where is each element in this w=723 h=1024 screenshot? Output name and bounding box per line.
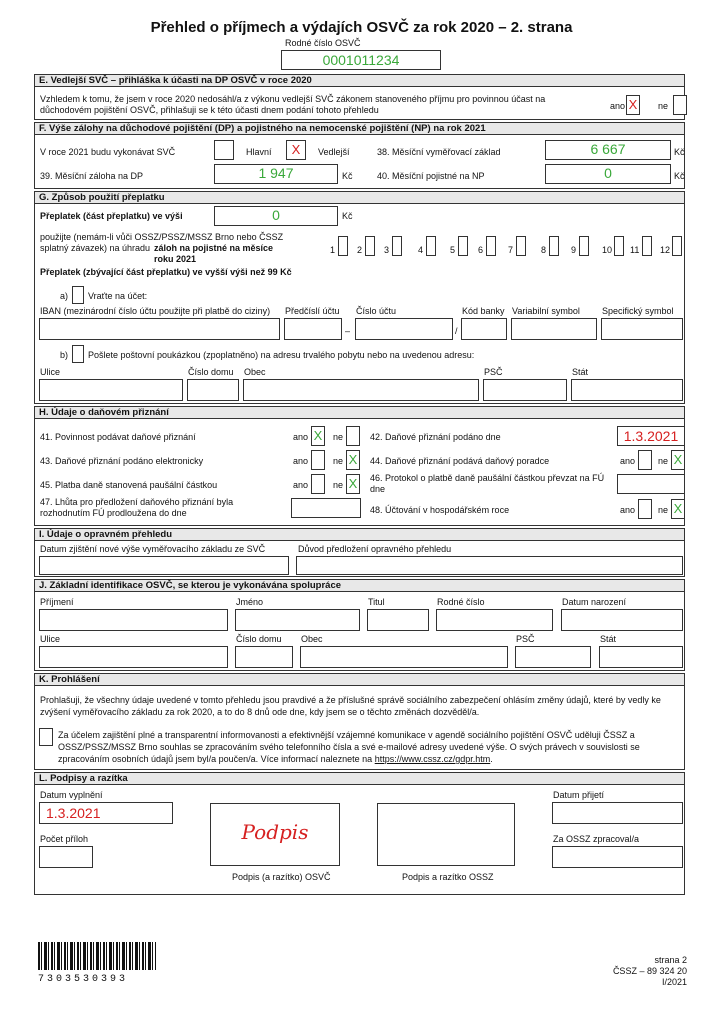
h-41-ano-label: ano	[293, 432, 309, 442]
i-duvod-field[interactable]	[296, 556, 683, 575]
i-duvod-label: Důvod předložení opravného přehledu	[298, 544, 452, 554]
h-45-ne-label: ne	[333, 480, 344, 490]
l-pp-field[interactable]	[39, 846, 93, 868]
h-48-label: 48. Účtování v hospodářském roce	[370, 505, 510, 515]
j-rc-label: Rodné číslo	[437, 597, 485, 607]
f-hlavni-checkbox[interactable]	[214, 140, 234, 160]
h-41-ne-label: ne	[333, 432, 344, 442]
f-40-kc: Kč	[674, 171, 685, 181]
g-predcisli-field[interactable]	[284, 318, 342, 340]
g-b-label: b)	[60, 350, 69, 360]
k-text1: Prohlašuji, že všechny údaje uvedené v tomto přehledu jsou pravdivé a že příslušné správě sociálního zabezpečení ohlásím změny údajů, které by vedly ke zvýšení vyměřovacího základu za rok 2020, a to do 8 dnů ode dne, kdy jsem se o těchto změnách dozvěděl/a.	[40, 695, 661, 717]
h-48-ano-checkbox[interactable]	[638, 499, 652, 519]
g-month-checkbox[interactable]	[516, 236, 526, 256]
h-44-ne-label: ne	[658, 456, 669, 466]
section-j-title: J. Základní identifikace OSVČ, se kterou je vykonávána spolupráce	[34, 579, 685, 592]
g-ss-field[interactable]	[601, 318, 683, 340]
g-use-text2: splatný závazek) na úhradu	[40, 243, 151, 253]
h-48-ne-label: ne	[658, 505, 669, 515]
g-month-label: 5	[450, 245, 456, 255]
l-dp-label: Datum přijetí	[553, 790, 605, 800]
g-vs-field[interactable]	[511, 318, 597, 340]
h-45-ne-checkbox[interactable]	[346, 474, 360, 494]
j-psc-label: PSČ	[516, 634, 535, 644]
j-rc-field[interactable]	[436, 609, 553, 631]
g-predcisli-label: Předčíslí účtu	[285, 306, 340, 316]
g-kod-field[interactable]	[461, 318, 507, 340]
section-l-title: L. Podpisy a razítka	[34, 772, 685, 785]
section-g-title: G. Způsob použití přeplatku	[34, 191, 685, 204]
g-obec-label: Obec	[244, 367, 266, 377]
h-47-field[interactable]	[291, 498, 361, 518]
g-month-checkbox[interactable]	[672, 236, 682, 256]
l-sig-ossz-label: Podpis a razítko OSSZ	[402, 872, 494, 882]
l-pp-label: Počet příloh	[40, 834, 89, 844]
h-46-label: 46. Protokol o platbě daně paušální částkou převzat na FÚ dne	[370, 473, 605, 494]
h-41-label: 41. Povinnost podávat daňové přiznání	[40, 432, 196, 442]
g-month-checkbox[interactable]	[642, 236, 652, 256]
g-a-checkbox[interactable]	[72, 286, 84, 304]
f-39-label: 39. Měsíční záloha na DP	[40, 171, 144, 181]
g-month-checkbox[interactable]	[392, 236, 402, 256]
g-preplatek-label: Přeplatek (část přeplatku) ve výši	[40, 211, 183, 221]
section-e-title: E. Vedlejší SVČ – přihláška k účasti na DP OSVČ v roce 2020	[34, 74, 685, 87]
g-a-label: a)	[60, 291, 69, 301]
rc-label: Rodné číslo OSVČ	[285, 38, 361, 48]
h-44-ne-mark: X	[673, 452, 683, 467]
g-cislo-label: Číslo účtu	[356, 306, 397, 316]
l-zpr-field[interactable]	[552, 846, 683, 868]
g-iban-field[interactable]	[39, 318, 280, 340]
k-text2	[58, 729, 684, 765]
j-prijmeni-field[interactable]	[39, 609, 228, 631]
g-vs-label: Variabilní symbol	[512, 306, 580, 316]
k-gdpr-link[interactable]: https://www.cssz.cz/gdpr.htm	[374, 754, 491, 764]
l-sig-osvc-label: Podpis (a razítko) OSVČ	[232, 872, 331, 882]
h-43-ne-checkbox[interactable]	[346, 450, 360, 470]
g-month-label: 3	[384, 245, 390, 255]
h-41-ano-mark: X	[313, 428, 323, 443]
g-iban-label: IBAN (mezinárodní číslo účtu použijte při platbě do ciziny)	[40, 306, 271, 316]
k-dot: .	[490, 754, 493, 764]
g-month-label: 6	[478, 245, 484, 255]
h-43-ano-checkbox[interactable]	[311, 450, 325, 470]
g-month-label: 8	[541, 245, 547, 255]
h-44-ano-checkbox[interactable]	[638, 450, 652, 470]
g-preplatek-field[interactable]: 0	[214, 206, 338, 226]
h-44-label: 44. Daňové přiznání podává daňový poradce	[370, 456, 550, 466]
h-45-ano-checkbox[interactable]	[311, 474, 325, 494]
f-vedlejsi-label: Vedlejší	[318, 147, 350, 157]
j-ulice-label: Ulice	[40, 634, 61, 644]
footer-code: ČSSZ – 89 324 20	[612, 966, 687, 976]
g-month-checkbox[interactable]	[579, 236, 589, 256]
e-ne-checkbox[interactable]	[673, 95, 687, 115]
f-line1-label: V roce 2021 budu vykonávat SVČ	[40, 147, 176, 157]
h-42-field[interactable]: 1.3.2021	[617, 426, 685, 446]
g-psc-field[interactable]	[483, 379, 567, 401]
g-month-checkbox[interactable]	[614, 236, 624, 256]
section-h-title: H. Údaje o daňovém přiznání	[34, 406, 685, 419]
f-hlavni-label: Hlavní	[246, 147, 272, 157]
section-i-title: I. Údaje o opravném přehledu	[34, 528, 685, 541]
g-month-label: 2	[357, 245, 363, 255]
h-41-ano-checkbox[interactable]	[311, 426, 325, 446]
i-datum-field[interactable]	[39, 556, 289, 575]
g-month-checkbox[interactable]	[338, 236, 348, 256]
h-41-ne-checkbox[interactable]	[346, 426, 360, 446]
f-vedlejsi-checkbox[interactable]	[286, 140, 306, 160]
g-a-text: Vraťte na účet:	[88, 291, 148, 301]
g-month-checkbox[interactable]	[549, 236, 559, 256]
h-43-ano-label: ano	[293, 456, 309, 466]
g-cdomu-label: Číslo domu	[188, 367, 234, 377]
g-cdomu-field[interactable]	[187, 379, 239, 401]
h-44-ano-label: ano	[620, 456, 636, 466]
g-cislo-field[interactable]	[355, 318, 453, 340]
page-title: Přehled o příjmech a výdajích OSVČ za rok 2020 – 2. strana	[150, 19, 573, 36]
g-month-label: 10	[602, 245, 613, 255]
g-month-label: 11	[630, 245, 640, 255]
h-48-ne-mark: X	[673, 501, 683, 516]
j-obec-field[interactable]	[300, 646, 508, 668]
l-dv-field[interactable]: 1.3.2021	[39, 802, 173, 824]
g-b-text: Pošlete poštovní poukázkou (zpoplatněno) na adresu trvalého pobytu nebo na uvedenou adresu:	[88, 350, 475, 360]
h-48-ne-checkbox[interactable]	[671, 499, 685, 519]
h-43-ne-label: ne	[333, 456, 344, 466]
j-prijmeni-label: Příjmení	[40, 597, 74, 607]
j-cdomu-field[interactable]	[235, 646, 293, 668]
g-stat-field[interactable]	[571, 379, 683, 401]
f-39-kc: Kč	[342, 171, 353, 181]
g-month-checkbox[interactable]	[365, 236, 375, 256]
j-ulice-field[interactable]	[39, 646, 228, 668]
l-signature: Podpis	[241, 820, 309, 844]
f-40-label: 40. Měsíční pojistné na NP	[377, 171, 485, 181]
g-use-bold: záloh na pojistné na měsíce roku 2021	[154, 243, 274, 264]
g-month-label: 9	[571, 245, 577, 255]
e-ano-label: ano	[610, 101, 626, 111]
h-43-ne-mark: X	[348, 452, 358, 467]
l-dp-field[interactable]	[552, 802, 683, 824]
g-kod-label: Kód banky	[462, 306, 505, 316]
j-obec-label: Obec	[301, 634, 323, 644]
j-stat-label: Stát	[600, 634, 617, 644]
f-39-field[interactable]: 1 947	[214, 164, 338, 184]
f-vedlejsi-mark: X	[291, 142, 301, 157]
h-47-label: 47. Lhůta pro předložení daňového přiznání byla rozhodnutím FÚ prodloužena do dne	[40, 497, 234, 518]
f-38-kc: Kč	[674, 147, 685, 157]
g-over99: Přeplatek (zbývající část přeplatku) ve vyšší výši než 99 Kč	[40, 267, 292, 277]
section-k-title: K. Prohlášení	[34, 673, 685, 686]
g-month-label: 4	[418, 245, 424, 255]
g-preplatek-kc: Kč	[342, 211, 353, 221]
g-month-checkbox[interactable]	[458, 236, 468, 256]
f-38-label: 38. Měsíční vyměřovací základ	[377, 147, 501, 157]
g-obec-field[interactable]	[243, 379, 479, 401]
h-48-ano-label: ano	[620, 505, 636, 515]
h-43-label: 43. Daňové přiznání podáno elektronicky	[40, 456, 204, 466]
j-jmeno-field[interactable]	[235, 609, 360, 631]
h-45-ano-label: ano	[293, 480, 309, 490]
g-ulice-field[interactable]	[39, 379, 183, 401]
h-44-ne-checkbox[interactable]	[671, 450, 685, 470]
h-45-label: 45. Platba daně stanovená paušální částkou	[40, 480, 218, 490]
g-month-label: 1	[330, 245, 336, 255]
footer-ver: I/2021	[661, 977, 687, 987]
g-dash: –	[345, 326, 351, 336]
i-datum-label: Datum zjištění nové výše vyměřovacího základu ze SVČ	[40, 544, 266, 554]
f-38-field[interactable]: 6 667	[545, 140, 671, 160]
e-ne-label: ne	[658, 101, 669, 111]
g-month-label: 7	[508, 245, 514, 255]
f-40-field[interactable]: 0	[545, 164, 671, 184]
g-ulice-label: Ulice	[40, 367, 61, 377]
barcode	[38, 942, 156, 970]
j-cdomu-label: Číslo domu	[236, 634, 282, 644]
l-sig-ossz-box[interactable]	[377, 803, 515, 866]
k-consent-checkbox[interactable]	[39, 728, 53, 746]
g-use-text1: použijte (nemám-li vůči OSSZ/PSSZ/MSSZ Brno nebo ČSSZ	[40, 232, 284, 242]
j-titul-field[interactable]	[367, 609, 429, 631]
j-jmeno-label: Jméno	[236, 597, 264, 607]
rc-field[interactable]: 0001011234	[281, 50, 441, 70]
l-dv-label: Datum vyplnění	[40, 790, 103, 800]
h-46-field[interactable]	[617, 474, 685, 494]
section-f-title: F. Výše zálohy na důchodové pojištění (DP) a pojistného na nemocenské pojištění (NP) na rok 2021	[34, 122, 685, 135]
g-psc-label: PSČ	[484, 367, 503, 377]
j-stat-field[interactable]	[599, 646, 683, 668]
g-ss-label: Specifický symbol	[602, 306, 674, 316]
e-ano-checkbox[interactable]	[626, 95, 640, 115]
barcode-number: 7303530393	[38, 974, 129, 985]
footer-strana: strana 2	[654, 955, 687, 965]
k-text2-body: Za účelem zajištění plné a transparentní informovanosti a efektivnější vzájemné komunikace v agendě sociálního pojištění OSVČ uděluji ČSSZ a OSSZ/PSSZ/MSSZ Brno souhlas se zpracováním svého telefonního čísla a své e-mailové adresy uvedené výše. O svých právech v souvislosti se zpracováním osobních údajů jsem byl/a poučen/a. Více informací naleznete na	[58, 730, 640, 764]
g-month-checkbox[interactable]	[486, 236, 496, 256]
h-45-ne-mark: X	[348, 476, 358, 491]
h-42-label: 42. Daňové přiznání podáno dne	[370, 432, 501, 442]
l-zpr-label: Za OSSZ zpracoval/a	[553, 834, 640, 844]
e-ano-mark: X	[628, 97, 638, 112]
j-titul-label: Titul	[368, 597, 385, 607]
j-dn-label: Datum narození	[562, 597, 627, 607]
j-psc-field[interactable]	[515, 646, 591, 668]
j-dn-field[interactable]	[561, 609, 683, 631]
g-b-checkbox[interactable]	[72, 345, 84, 363]
g-month-label: 12	[660, 245, 671, 255]
section-e-text: Vzhledem k tomu, že jsem v roce 2020 nedosáhl/a z výkonu vedlejší SVČ zákonem stanoveného příjmu pro povinnou účast na důchodovém pojištění OSVČ, přihlašuji se k této účasti dnem podání tohoto přehledu	[40, 94, 546, 115]
g-stat-label: Stát	[572, 367, 589, 377]
g-slash: /	[455, 326, 458, 336]
g-month-checkbox[interactable]	[426, 236, 436, 256]
